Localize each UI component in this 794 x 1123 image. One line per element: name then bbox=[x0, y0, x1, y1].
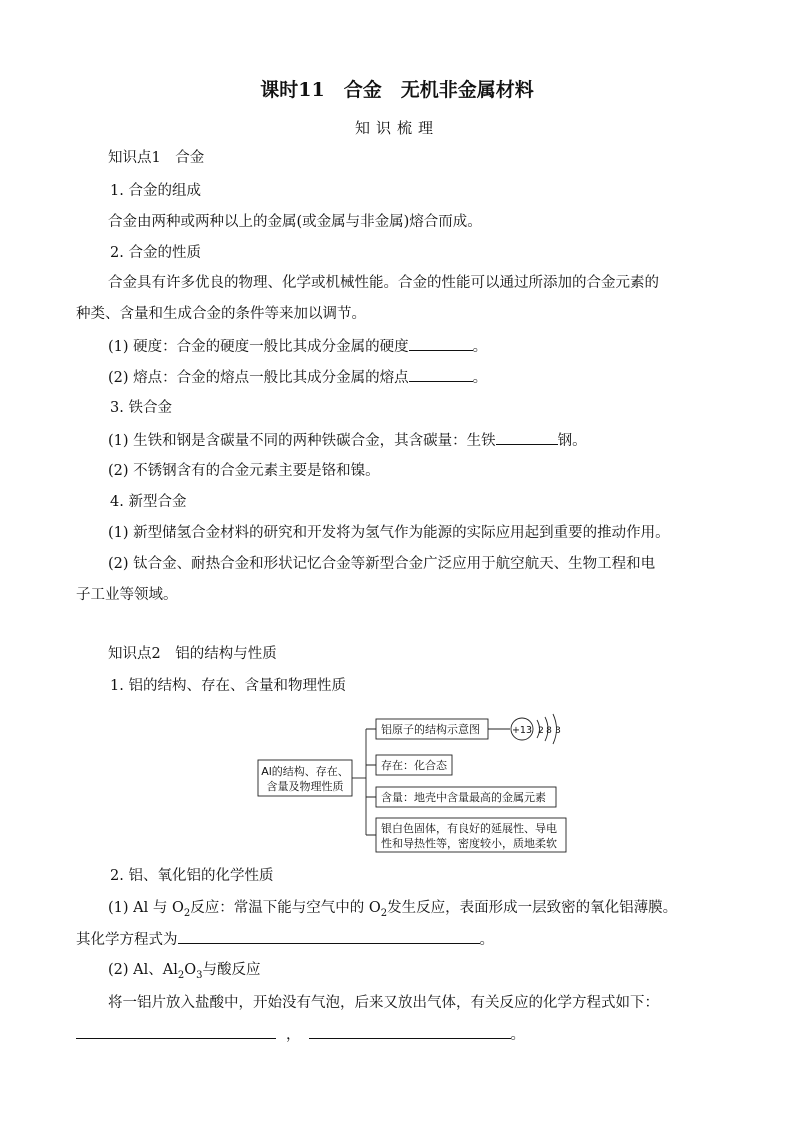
kp1-s2-item2 bbox=[108, 367, 487, 388]
atom-shell-arc-2 bbox=[545, 717, 548, 741]
kp1-s2-item1-end: 。 bbox=[472, 339, 488, 355]
kp1-s2-item1-text: (1) 硬度：合金的硬度一般比其成分金属的硬度 bbox=[108, 339, 409, 355]
diagram-box-physical bbox=[376, 818, 566, 852]
kp2-s2-item1-part-c: 发生反应，表面形成一层致密的氧化铝薄膜。 bbox=[387, 900, 678, 916]
atom-shell-1-count: 2 bbox=[538, 726, 544, 736]
kp1-s3-item1-text: (1) 生铁和钢是含碳量不同的两种铁碳合金，其含碳量：生铁 bbox=[108, 433, 496, 449]
diagram-connector-branches bbox=[366, 729, 376, 835]
kp1-s3-item1-end: 钢。 bbox=[557, 433, 587, 449]
diagram-box-content bbox=[376, 787, 556, 807]
atom-nucleus-label: +13 bbox=[511, 725, 533, 736]
kp1-s2-item2-text: (2) 熔点：合金的熔点一般比其成分金属的熔点 bbox=[108, 370, 409, 386]
kp2-s2-item1-line2-end: 。 bbox=[479, 932, 494, 948]
kp1-s4-heading: 4. 新型合金 bbox=[110, 494, 187, 510]
diagram-box-existence bbox=[376, 755, 452, 775]
kp1-s2-text-line1: 合金具有许多优良的物理、化学或机械性能。合金的性能可以通过所添加的合金元素的 bbox=[108, 275, 659, 291]
kp2-s2-item1-part-a: (1) Al 与 O bbox=[108, 900, 184, 916]
answer-separator: ， bbox=[286, 1027, 301, 1043]
kp2-s2-item2-part-c: 与酸反应 bbox=[202, 962, 261, 978]
kp1-s2-heading: 2. 合金的性质 bbox=[110, 245, 201, 261]
answer-blank-equation-1[interactable] bbox=[76, 1024, 276, 1039]
kp2-s2-item2-heading bbox=[108, 960, 261, 982]
kp2-s2-item1-part-b: 反应：常温下能与空气中的 O bbox=[190, 900, 381, 916]
kp1-s3-heading: 3. 铁合金 bbox=[110, 400, 172, 416]
atom-shell-3-count: 3 bbox=[555, 726, 561, 736]
kp1-s3-item1 bbox=[108, 430, 587, 451]
answer-blank-al-o2-equation[interactable] bbox=[178, 929, 480, 944]
diagram-physical-line2: 性和导热性等，密度较小，质地柔软 bbox=[381, 837, 557, 850]
diagram-structure-label: 铝原子的结构示意图 bbox=[381, 723, 480, 736]
kp2-s2-item2-answers bbox=[76, 1024, 525, 1045]
diagram-content-label: 含量：地壳中含量最高的金属元素 bbox=[381, 791, 546, 804]
kp1-s1-heading: 1. 合金的组成 bbox=[110, 183, 201, 199]
kp1-s2-item1 bbox=[108, 336, 487, 357]
kp2-heading: 知识点2 铝的结构与性质 bbox=[108, 646, 277, 662]
subscript-2: 2 bbox=[177, 970, 185, 981]
diagram-root-box bbox=[258, 760, 352, 796]
kp1-s4-item2-line1: (2) 钛合金、耐热合金和形状记忆合金等新型合金广泛应用于航空航天、生物工程和电 bbox=[108, 556, 656, 572]
kp1-s3-item2: (2) 不锈钢含有的合金元素主要是铬和镍。 bbox=[108, 463, 380, 479]
atom-shell-arc-3 bbox=[553, 714, 557, 744]
subscript-2: 2 bbox=[183, 908, 191, 919]
kp2-s2-item2-part-a: (2) Al、Al bbox=[108, 962, 178, 978]
kp2-s2-item1-line1 bbox=[108, 898, 677, 920]
kp2-s2-heading: 2. 铝、氧化铝的化学性质 bbox=[110, 868, 274, 884]
answer-blank-carbon-content[interactable] bbox=[496, 430, 558, 445]
atom-shell-arc-1 bbox=[537, 720, 540, 738]
kp2-s2-item1-line2 bbox=[76, 929, 494, 950]
kp1-s1-text: 合金由两种或两种以上的金属(或金属与非金属)熔合而成。 bbox=[108, 214, 482, 230]
diagram-box-structure bbox=[376, 719, 488, 739]
kp2-s1-heading: 1. 铝的结构、存在、含量和物理性质 bbox=[110, 678, 346, 694]
kp1-s4-item2-line2: 子工业等领域。 bbox=[76, 587, 178, 603]
atom-nucleus-circle bbox=[511, 718, 533, 740]
kp2-s2-item2-text: 将一铝片放入盐酸中，开始没有气泡，后来又放出气体，有关反应的化学方程式如下： bbox=[108, 995, 659, 1011]
kp1-s2-text-line2: 种类、含量和生成合金的条件等来加以调节。 bbox=[76, 306, 366, 322]
section-subtitle: 知识梳理 bbox=[354, 119, 439, 137]
atom-shell-2-count: 8 bbox=[546, 726, 552, 736]
page-title: 课时11 合金 无机非金属材料 bbox=[260, 79, 534, 101]
kp1-s4-item1: (1) 新型储氢合金材料的研究和开发将为氢气作为能源的实际应用起到重要的推动作用。 bbox=[108, 525, 670, 541]
kp2-s2-item2-part-b: O bbox=[184, 962, 197, 978]
kp2-s2-item1-line2-text: 其化学方程式为 bbox=[76, 932, 178, 948]
diagram-root-line1: Al的结构、存在、 bbox=[261, 765, 349, 778]
kp1-s2-item2-end: 。 bbox=[472, 370, 488, 386]
answer-blank-equation-2[interactable] bbox=[309, 1024, 511, 1039]
diagram-existence-label: 存在：化合态 bbox=[381, 759, 447, 772]
subscript-3: 3 bbox=[196, 970, 203, 981]
diagram-physical-line1: 银白色固体，有良好的延展性、导电 bbox=[381, 822, 557, 835]
answer-blank-melting-point[interactable] bbox=[409, 367, 473, 382]
subscript-2: 2 bbox=[380, 908, 388, 919]
answer-blank-hardness[interactable] bbox=[409, 336, 473, 351]
answer-end-mark: 。 bbox=[510, 1027, 525, 1043]
kp1-heading: 知识点1 合金 bbox=[108, 150, 205, 166]
diagram-root-line2: 含量及物理性质 bbox=[266, 780, 344, 793]
